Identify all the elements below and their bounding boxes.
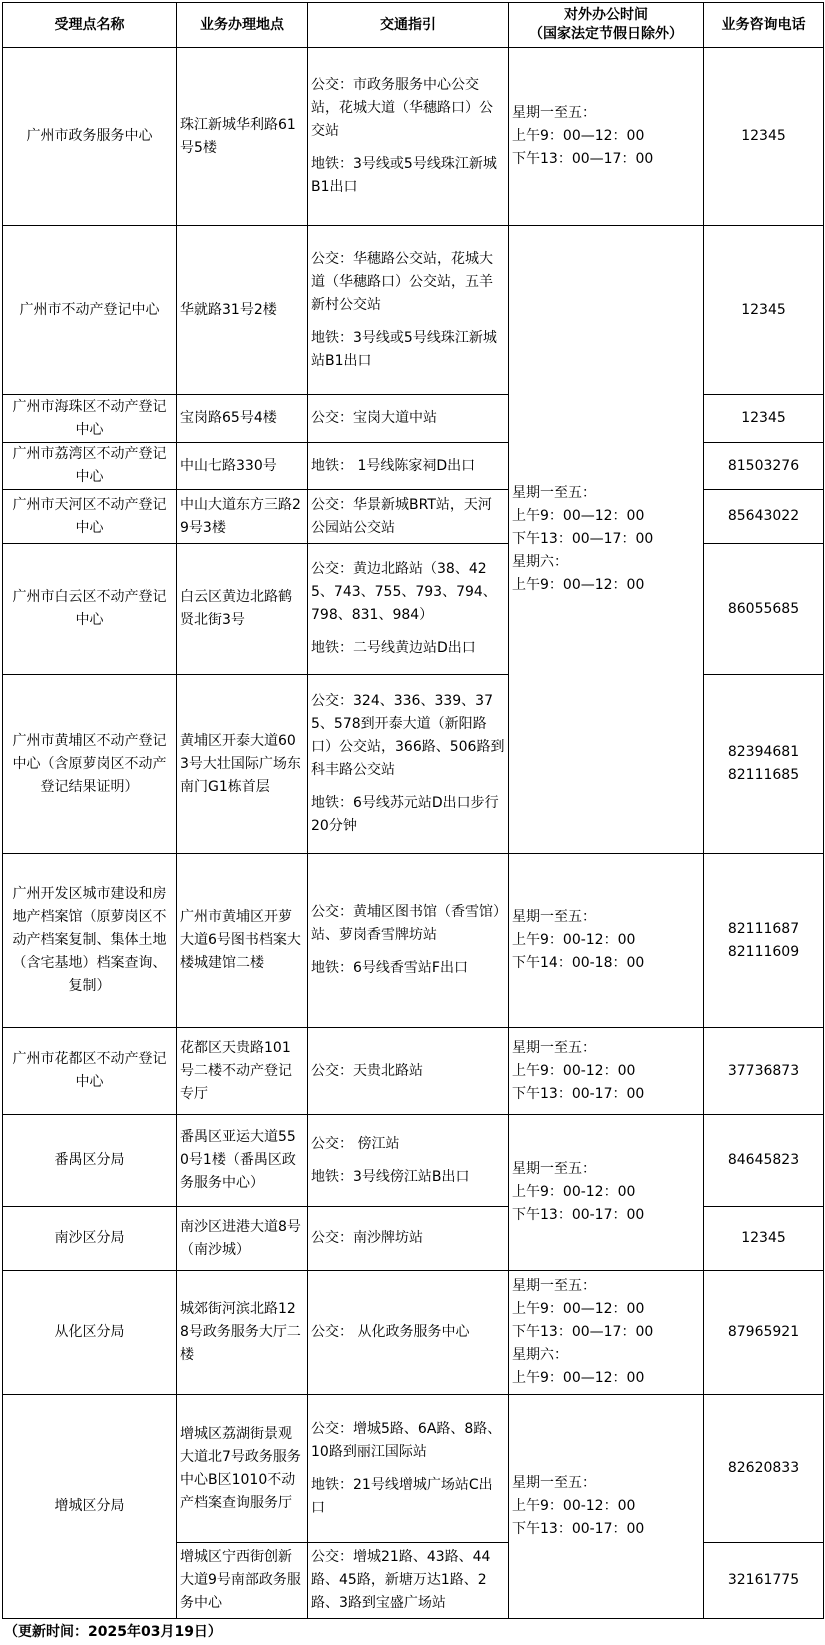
- bus-text: 公交： 傍江站: [311, 1135, 400, 1152]
- phone-number: 82111609: [727, 943, 800, 960]
- hours-line: 星期一至五：: [512, 1161, 596, 1177]
- phone-number: 82111687: [727, 920, 800, 937]
- cell-name: 广州市不动产登记中心: [3, 226, 177, 395]
- phone-number: 85643022: [727, 508, 800, 524]
- phone-number: 37736873: [727, 1062, 800, 1079]
- cell-phone: [704, 1207, 824, 1271]
- cell-address: 番禺区亚运大道550号1楼（番禺区政务服务中心）: [177, 1115, 308, 1207]
- cell-name: 广州市荔湾区不动产登记中心: [3, 443, 177, 490]
- bus-text: 公交：黄埔区图书馆（香雪馆）站、萝岗香雪牌坊站: [311, 904, 500, 943]
- bus-text: 公交：市政务服务中心公交站，花城大道（华穗路口）公交站: [311, 77, 493, 139]
- cell-hours: [509, 1115, 704, 1271]
- metro-text: 地铁：21号线增城广场站C出口: [311, 1476, 493, 1516]
- cell-phone: [704, 1395, 824, 1543]
- bus-text: 公交：增城5路、6A路、8路、10路到丽江国际站: [311, 1420, 502, 1460]
- cell-transit: [308, 1543, 509, 1619]
- bus-text: 公交：天贵北路站: [311, 1062, 423, 1079]
- header-address: 业务办理地点: [177, 3, 308, 48]
- cell-name: 广州市黄埔区不动产登记中心（含原萝岗区不动产登记结果证明）: [3, 675, 177, 854]
- cell-address: 花都区天贵路101号二楼不动产登记专厅: [177, 1028, 308, 1115]
- hours-line: 星期一至五：: [512, 1475, 596, 1491]
- header-name: 受理点名称: [3, 3, 177, 48]
- header-phone: 业务咨询电话: [704, 3, 824, 48]
- hours-line: 星期一至五：: [512, 105, 596, 121]
- cell-name: 增城区分局: [3, 1395, 177, 1619]
- hours-line: 上午9：00—12：00: [512, 577, 645, 593]
- bus-text: 公交：南沙牌坊站: [311, 1230, 423, 1246]
- cell-address: 华就路31号2楼: [177, 226, 308, 395]
- table-row: [3, 1395, 824, 1543]
- cell-hours: [509, 1271, 704, 1395]
- cell-phone: [704, 544, 824, 675]
- table-header-row: [3, 3, 824, 48]
- cell-transit: [308, 544, 509, 675]
- bus-text: 公交：增城21路、43路、44路、45路，新塘万达1路、2路、3路到宝盛广场站: [311, 1549, 491, 1611]
- cell-name: 广州开发区城市建设和房地产档案馆（原萝岗区不动产档案复制、集体土地（含宅基地）档案查询、复制）: [3, 854, 177, 1028]
- metro-text: 地铁：二号线黄边站D出口: [311, 640, 476, 656]
- cell-name: 广州市政务服务中心: [3, 48, 177, 226]
- cell-transit: [308, 1207, 509, 1271]
- hours-line: 上午9：00—12：00: [512, 1301, 645, 1317]
- phone-number: 12345: [741, 1230, 786, 1246]
- update-time-note: （更新时间：2025年03月19日）: [4, 1624, 222, 1640]
- bus-text: 公交： 从化政务服务中心: [311, 1324, 470, 1340]
- hours-line: 星期一至五：: [512, 1039, 596, 1056]
- cell-phone: [704, 1271, 824, 1395]
- cell-transit: [308, 395, 509, 443]
- phone-number: 12345: [741, 410, 786, 426]
- cell-hours: [509, 48, 704, 226]
- cell-address: 南沙区进港大道8号（南沙城）: [177, 1207, 308, 1271]
- cell-name: 广州市花都区不动产登记中心: [3, 1028, 177, 1115]
- table-row: [3, 854, 824, 1028]
- cell-transit: [308, 675, 509, 854]
- cell-phone: [704, 395, 824, 443]
- cell-phone: [704, 854, 824, 1028]
- bus-text: 公交：黄边北路站（38、425、743、755、793、794、798、831、984）: [311, 561, 497, 623]
- hours-line: 下午13：00-17：00: [512, 1521, 645, 1537]
- cell-address: 中山大道东方三路29号3楼: [177, 490, 308, 544]
- cell-phone: [704, 1543, 824, 1619]
- cell-address: 白云区黄边北路鹤贤北街3号: [177, 544, 308, 675]
- table-row: [3, 226, 824, 395]
- phone-number: 82111685: [727, 767, 800, 783]
- hours-line: 星期一至五：: [512, 909, 596, 925]
- cell-transit: [308, 490, 509, 544]
- hours-line: 上午9：00—12：00: [512, 508, 645, 524]
- hours-line: 上午9：00-12：00: [512, 1062, 636, 1079]
- cell-phone: [704, 675, 824, 854]
- cell-phone: [704, 1028, 824, 1115]
- cell-name: 从化区分局: [3, 1271, 177, 1395]
- cell-hours: [509, 854, 704, 1028]
- cell-address: 广州市黄埔区开萝大道6号图书档案大楼城建馆二楼: [177, 854, 308, 1028]
- cell-phone: [704, 1115, 824, 1207]
- header-hours-line1: 对外办公时间: [564, 7, 648, 23]
- cell-transit: [308, 443, 509, 490]
- bus-text: 公交：华穗路公交站，花城大道（华穗路口）公交站，五羊新村公交站: [311, 250, 493, 313]
- phone-number: 82394681: [727, 744, 800, 760]
- cell-transit: [308, 226, 509, 395]
- cell-transit: [308, 1028, 509, 1115]
- cell-hours: [509, 1028, 704, 1115]
- phone-number: 86055685: [727, 600, 800, 617]
- cell-name: 广州市天河区不动产登记中心: [3, 490, 177, 544]
- hours-line: 上午9：00-12：00: [512, 1498, 636, 1514]
- cell-phone: [704, 48, 824, 226]
- cell-transit: [308, 48, 509, 226]
- phone-number: 87965921: [727, 1324, 800, 1340]
- cell-hours: [509, 226, 704, 854]
- hours-line: 星期六：: [512, 554, 568, 570]
- table-row: [3, 1028, 824, 1115]
- cell-name: 广州市海珠区不动产登记中心: [3, 395, 177, 443]
- cell-name: 广州市白云区不动产登记中心: [3, 544, 177, 675]
- cell-address: 宝岗路65号4楼: [177, 395, 308, 443]
- hours-line: 下午13：00—17：00: [512, 531, 654, 547]
- hours-line: 上午9：00-12：00: [512, 932, 636, 948]
- cell-hours: [509, 1395, 704, 1619]
- cell-address: 增城区宁西街创新大道9号南部政务服务中心: [177, 1543, 308, 1619]
- service-points-table: [2, 2, 824, 1619]
- hours-line: 上午9：00-12：00: [512, 1184, 636, 1200]
- metro-text: 地铁：3号线或5号线珠江新城B1出口: [311, 156, 497, 195]
- hours-line: 上午9：00—12：00: [512, 128, 645, 144]
- cell-name: 番禺区分局: [3, 1115, 177, 1207]
- table-row: [3, 1271, 824, 1395]
- cell-phone: [704, 226, 824, 395]
- cell-address: 中山七路330号: [177, 443, 308, 490]
- hours-line: 星期六：: [512, 1347, 568, 1363]
- cell-phone: [704, 490, 824, 544]
- cell-transit: [308, 854, 509, 1028]
- bus-text: 公交：华景新城BRT站，天河公园站公交站: [311, 496, 492, 536]
- hours-line: 下午13：00—17：00: [512, 1324, 654, 1340]
- phone-number: 32161775: [727, 1572, 800, 1588]
- cell-name: 南沙区分局: [3, 1207, 177, 1271]
- metro-text: 地铁：3号线或5号线珠江新城站B1出口: [311, 329, 497, 369]
- phone-number: 82620833: [727, 1460, 800, 1476]
- phone-number: 12345: [741, 128, 786, 144]
- phone-number: 12345: [741, 301, 786, 318]
- hours-line: 上午9：00—12：00: [512, 1370, 645, 1386]
- table-row: [3, 1115, 824, 1207]
- hours-line: 星期一至五：: [512, 1278, 596, 1294]
- hours-line: 下午14：00-18：00: [512, 955, 645, 971]
- hours-line: 星期一至五：: [512, 485, 596, 501]
- header-hours-line2: （国家法定节假日除外）: [529, 26, 683, 42]
- cell-address: 珠江新城华利路61号5楼: [177, 48, 308, 226]
- bus-text: 公交：宝岗大道中站: [311, 410, 437, 426]
- cell-transit: [308, 1271, 509, 1395]
- phone-number: 81503276: [727, 457, 800, 474]
- table-row: [3, 48, 824, 226]
- hours-line: 下午13：00-17：00: [512, 1207, 645, 1223]
- cell-address: 城郊街河滨北路128号政务服务大厅二楼: [177, 1271, 308, 1395]
- cell-address: 增城区荔湖街景观大道北7号政务服务中心B区1010不动产档案查询服务厅: [177, 1395, 308, 1543]
- hours-line: 下午13：00-17：00: [512, 1085, 645, 1102]
- cell-phone: [704, 443, 824, 490]
- metro-text: 地铁：6号线苏元站D出口步行20分钟: [311, 795, 499, 834]
- metro-text: 地铁： 1号线陈家祠D出口: [311, 457, 476, 474]
- header-transit: 交通指引: [308, 3, 509, 48]
- cell-transit: [308, 1395, 509, 1543]
- hours-line: 下午13：00—17：00: [512, 151, 654, 167]
- cell-address: 黄埔区开泰大道603号大壮国际广场东南门G1栋首层: [177, 675, 308, 854]
- phone-number: 84645823: [727, 1152, 800, 1168]
- bus-text: 公交：324、336、339、375、578到开泰大道（新阳路口）公交站，366路、506路到科丰路公交站: [311, 693, 505, 778]
- metro-text: 地铁：6号线香雪站F出口: [311, 960, 468, 976]
- cell-transit: [308, 1115, 509, 1207]
- metro-text: 地铁：3号线傍江站B出口: [311, 1168, 470, 1185]
- header-hours: [509, 3, 704, 48]
